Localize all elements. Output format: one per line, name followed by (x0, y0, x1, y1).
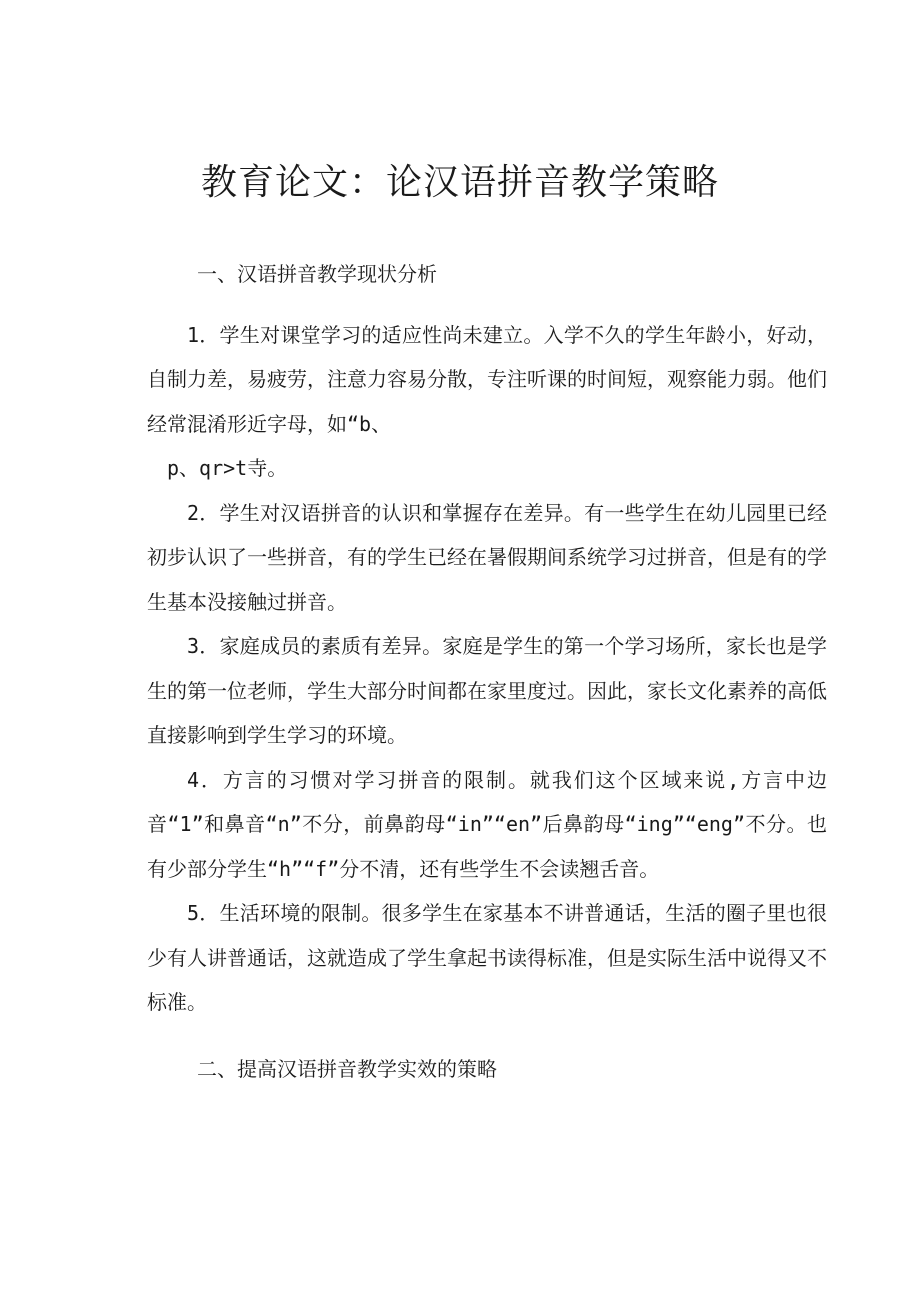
document-body (147, 252, 827, 1091)
paragraph-5: 5．生活环境的限制。很多学生在家基本不讲普通话，生活的圈子里也很少有人讲普通话，这就造成了学生拿起书读得标准，但是实际生活中说得又不标准。 (147, 901, 827, 1014)
paragraph-3: 3．家庭成员的素质有差异。家庭是学生的第一个学习场所，家长也是学生的第一位老师，学生大部分时间都在家里度过。因此，家长文化素养的高低直接影响到学生学习的环境。 (147, 634, 827, 747)
section-heading-1: 一、汉语拼音教学现状分析 (197, 262, 437, 286)
paragraph-1: 1．学生对课堂学习的适应性尚未建立。入学不久的学生年龄小，好动，自制力差，易疲劳，注意力容易分散，专注听课的时间短，观察能力弱。他们经常混淆形近字母，如“b、 (147, 322, 827, 436)
paragraph-4: 4．方言的习惯对学习拼音的限制。就我们这个区域来说,方言中边音“1”和鼻音“n”不分，前鼻韵母“in”“en”后鼻韵母“ing”“eng”不分。也有少部分学生“h”“f”分不清，还有些学生不会读翘舌音。 (147, 767, 827, 881)
paragraph-1-continuation: p、qr>t寺。 (167, 456, 288, 480)
document-title: 教育论文：论汉语拼音教学策略 (200, 162, 719, 203)
paragraph-2: 2．学生对汉语拼音的认识和掌握存在差异。有一些学生在幼儿园里已经初步认识了一些拼音，有的学生已经在暑假期间系统学习过拼音，但是有的学生基本没接触过拼音。 (147, 500, 827, 614)
section-heading-2: 二、提高汉语拼音教学实效的策略 (197, 1056, 497, 1081)
